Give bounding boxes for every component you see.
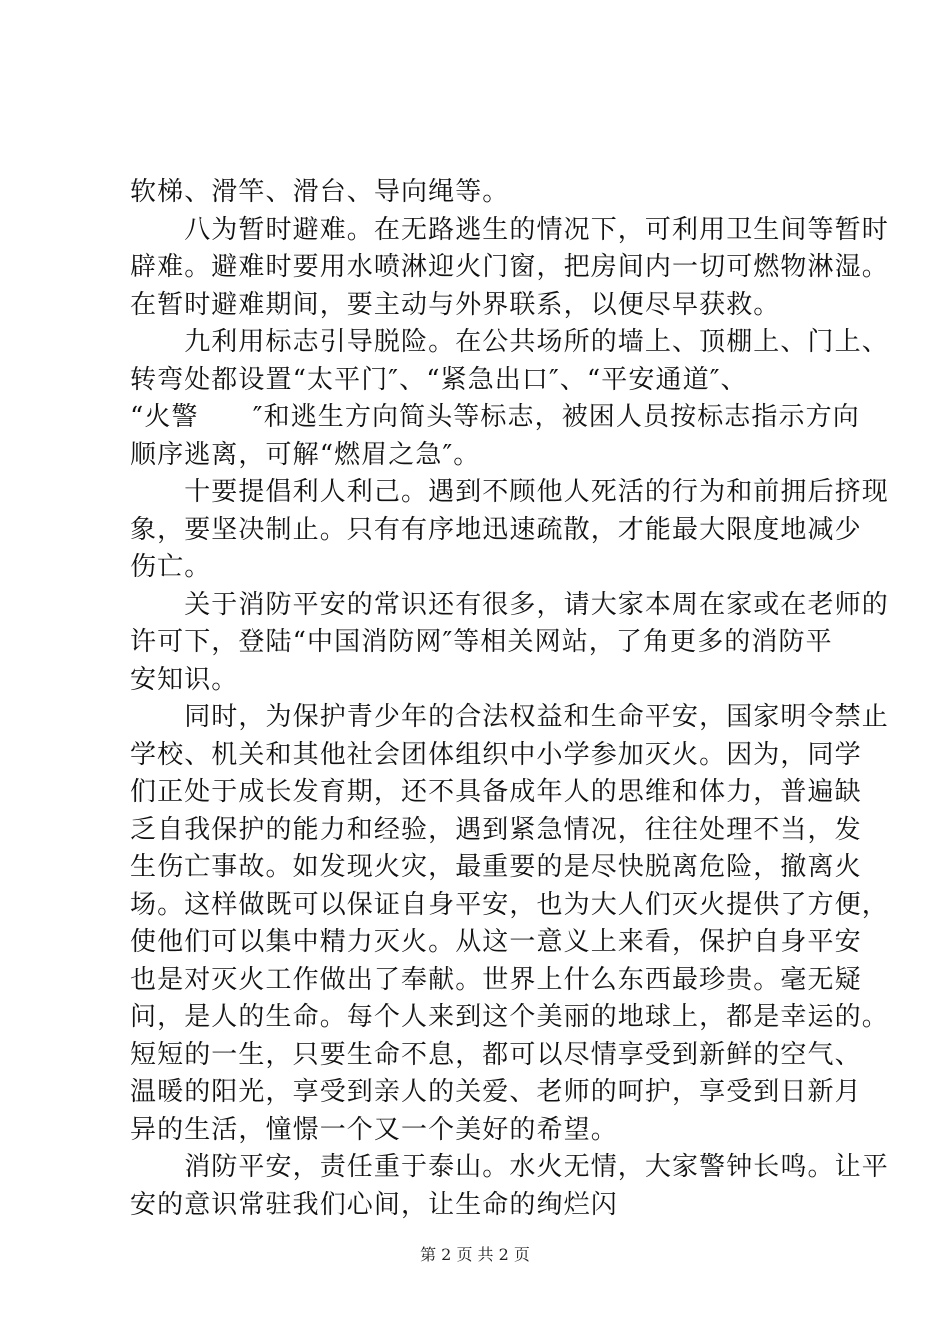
text-line: 安知识。 <box>130 664 239 695</box>
text-line: “火警 ″和逃生方向简头等标志，被困人员按标志指示方向 <box>130 402 860 432</box>
text-line: 异的生活，憧憬一个又一个美好的希望。 <box>130 1114 618 1145</box>
body-text <box>130 174 889 1224</box>
text-line: 生伤亡事故。如发现火灾，最重要的是尽快脱离危险，撤离火 <box>130 852 862 882</box>
text-line: 象，要坚决制止。只有有序地迅速疏散，才能最大限度地减少 <box>130 514 862 545</box>
text-line: 们正处于成长发育期，还不具备成年人的思维和体力，普遍缺 <box>130 777 862 807</box>
text-line: 十要提倡利人利己。遇到不顾他人死活的行为和前拥后挤现 <box>130 477 889 507</box>
text-line: 辟难。避难时要用水喷淋迎火门窗，把房间内一切可燃物淋湿。 <box>130 252 889 282</box>
text-line: 消防平安，责任重于泰山。水火无情，大家警钟长鸣。让平 <box>130 1152 889 1182</box>
text-line: 也是对灭火工作做出了奉献。世界上什么东西最珍贵。毫无疑 <box>130 964 862 995</box>
text-line: 同时，为保护青少年的合法权益和生命平安，国家明令禁止 <box>130 702 889 732</box>
text-line: 许可下，登陆“中国消防网″等相关网站，了角更多的消防平 <box>130 627 833 657</box>
text-line: 转弯处都设置“太平门″、“紧急出口″、“平安通道″、 <box>130 364 748 395</box>
text-line: 乏自我保护的能力和经验，遇到紧急情况，往往处理不当，发 <box>130 814 862 845</box>
text-line: 问，是人的生命。每个人来到这个美丽的地球上，都是幸运的。 <box>130 1002 889 1032</box>
text-line: 九利用标志引导脱险。在公共场所的墙上、顶棚上、门上、 <box>130 327 889 357</box>
text-line: 软梯、滑竿、滑台、导向绳等。 <box>130 177 510 207</box>
text-line: 场。这样做既可以保证自身平安，也为大人们灭火提供了方便， <box>130 889 889 920</box>
text-line: 温暖的阳光，享受到亲人的关爱、老师的呵护，享受到日新月 <box>130 1077 862 1107</box>
text-line: 顺序逃离，可解“燃眉之急″。 <box>130 439 481 470</box>
page-number-footer: 第 2 页 共 2 页 <box>420 1245 530 1264</box>
text-line: 使他们可以集中精力灭火。从这一意义上来看，保护自身平安 <box>130 927 862 957</box>
text-line: 八为暂时避难。在无路逃生的情况下，可利用卫生间等暂时 <box>130 214 889 245</box>
text-line: 伤亡。 <box>130 552 212 582</box>
text-line: 关于消防平安的常识还有很多，请大家本周在家或在老师的 <box>130 589 889 620</box>
text-line: 在暂时避难期间，要主动与外界联系，以便尽早获救。 <box>130 289 781 320</box>
text-line: 安的意识常驻我们心间，让生命的绚烂闪 <box>130 1189 618 1220</box>
text-line: 短短的一生，只要生命不息，都可以尽情享受到新鲜的空气、 <box>130 1039 862 1070</box>
text-line: 学校、机关和其他社会团体组织中小学参加灭火。因为，同学 <box>130 739 862 770</box>
